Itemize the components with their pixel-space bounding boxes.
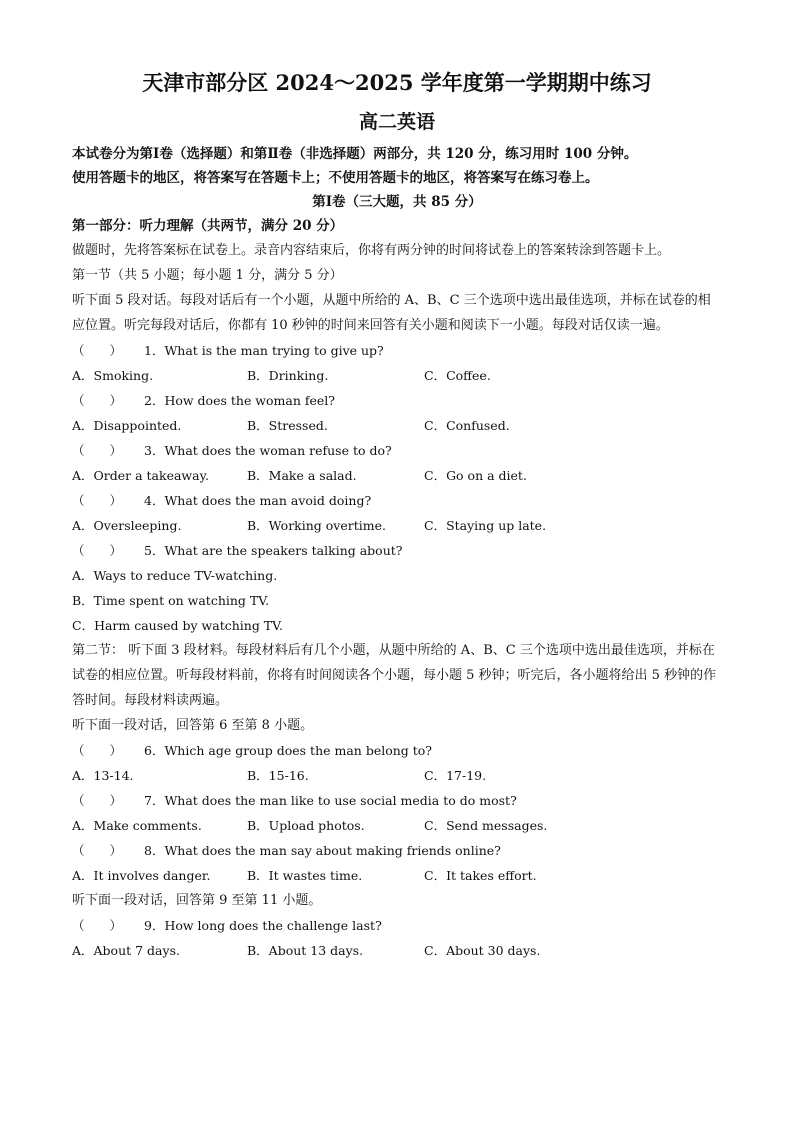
options-row xyxy=(72,413,722,438)
question-stem xyxy=(72,738,722,763)
option-c[interactable]: C．Harm caused by watching TV. xyxy=(72,618,283,633)
question-stem xyxy=(72,538,722,563)
options-row xyxy=(72,763,722,788)
question-text: 4．What does the man avoid doing? xyxy=(144,493,372,508)
answer-blank[interactable]: （ ） xyxy=(72,343,123,358)
option-c[interactable]: C．Send messages. xyxy=(424,818,548,833)
question-text: 5．What are the speakers talking about? xyxy=(144,543,403,558)
option-b[interactable]: B．It wastes time. xyxy=(247,868,363,883)
question-stem xyxy=(72,338,722,363)
exam-subtitle: 高二英语 xyxy=(358,111,435,133)
option-b[interactable]: B．Make a salad. xyxy=(247,468,357,483)
options-row xyxy=(72,813,722,838)
group-instruction: 听下面一段对话，回答第 9 至第 11 小题。 xyxy=(72,893,322,908)
option-b[interactable]: B．Upload photos. xyxy=(247,818,365,833)
option-a[interactable]: A．13-14. xyxy=(72,768,134,783)
option-c[interactable]: C．Staying up late. xyxy=(424,518,547,533)
option-b[interactable]: B．15-16. xyxy=(247,768,309,783)
section1-instructions: 听下面 5 段对话。每段对话后有一个小题，从题中所给的 A、B、C 三个选项中选出最佳选项，并标在试卷的相应位置。听完每段对话后，你都有 10 秒钟的时间来回答有关小题和阅读下一小题。每段对话仅读一遍。 xyxy=(72,293,711,333)
question-text: 9．How long does the challenge last? xyxy=(144,918,382,933)
options-row xyxy=(72,938,722,963)
answer-blank[interactable]: （ ） xyxy=(72,743,123,758)
answer-blank[interactable]: （ ） xyxy=(72,918,123,933)
question-stem xyxy=(72,488,722,513)
question-text: 2．How does the woman feel? xyxy=(144,393,335,408)
part1-instructions: 做题时，先将答案标在试卷上。录音内容结束后，你将有两分钟的时间将试卷上的答案转涂到答题卡上。 xyxy=(72,243,671,258)
answer-blank[interactable]: （ ） xyxy=(72,443,123,458)
option-b[interactable]: B．Time spent on watching TV. xyxy=(72,593,270,608)
exam-page xyxy=(72,62,722,963)
options-row xyxy=(72,463,722,488)
question-stem xyxy=(72,388,722,413)
option-a[interactable]: A．About 7 days. xyxy=(72,943,180,958)
answer-blank[interactable]: （ ） xyxy=(72,843,123,858)
question-text: 1．What is the man trying to give up? xyxy=(144,343,384,358)
answer-blank[interactable]: （ ） xyxy=(72,493,123,508)
option-c[interactable]: C．Go on a diet. xyxy=(424,468,527,483)
intro-line-2: 使用答题卡的地区，将答案写在答题卡上；不使用答题卡的地区，将答案写在练习卷上。 xyxy=(72,170,599,186)
option-a[interactable]: A．Make comments. xyxy=(72,818,202,833)
option-b[interactable]: B．Stressed. xyxy=(247,418,328,433)
options-row xyxy=(72,363,722,388)
answer-blank[interactable]: （ ） xyxy=(72,793,123,808)
option-a[interactable]: A．Order a takeaway. xyxy=(72,468,209,483)
option-a[interactable]: A．It involves danger. xyxy=(72,868,211,883)
question-text: 6．Which age group does the man belong to? xyxy=(144,743,433,758)
option-c[interactable]: C．17-19. xyxy=(424,768,487,783)
option-a[interactable]: A．Oversleeping. xyxy=(72,518,182,533)
answer-blank[interactable]: （ ） xyxy=(72,393,123,408)
option-c[interactable]: C．About 30 days. xyxy=(424,943,541,958)
option-c[interactable]: C．Confused. xyxy=(424,418,510,433)
part1-title: 第一部分：听力理解（共两节，满分 20 分） xyxy=(72,218,344,234)
option-b[interactable]: B．Working overtime. xyxy=(247,518,386,533)
options-row xyxy=(72,863,722,888)
question-stem xyxy=(72,788,722,813)
question-text: 8．What does the man say about making friends online? xyxy=(144,843,501,858)
option-c[interactable]: C．Coffee. xyxy=(424,368,491,383)
group-instruction: 听下面一段对话，回答第 6 至第 8 小题。 xyxy=(72,718,314,733)
question-stem xyxy=(72,913,722,938)
option-a[interactable]: A．Ways to reduce TV-watching. xyxy=(72,568,278,583)
question-stem xyxy=(72,838,722,863)
question-stem xyxy=(72,438,722,463)
section2-instructions: 第二节： 听下面 3 段材料。每段材料后有几个小题，从题中所给的 A、B、C 三个选项中选出最佳选项，并标在试卷的相应位置。听每段材料前，你将有时间阅读各个小题，每小题 5 秒钟；听完后，各小题将给出 5 秒钟的作答时间。每段材料读两遍。 xyxy=(72,643,717,708)
section1-title: 第一节（共 5 小题；每小题 1 分，满分 5 分） xyxy=(72,268,343,283)
intro-line-1: 本试卷分为第Ⅰ卷（选择题）和第Ⅱ卷（非选择题）两部分，共 120 分，练习用时 100 分钟。 xyxy=(72,146,638,162)
exam-title: 天津市部分区 2024～2025 学年度第一学期期中练习 xyxy=(142,70,652,95)
option-b[interactable]: B．Drinking. xyxy=(247,368,329,383)
question-text: 7．What does the man like to use social media to do most? xyxy=(144,793,517,808)
option-c[interactable]: C．It takes effort. xyxy=(424,868,537,883)
volume-title: 第Ⅰ卷（三大题，共 85 分） xyxy=(312,194,482,210)
option-b[interactable]: B．About 13 days. xyxy=(247,943,364,958)
option-a[interactable]: A．Smoking. xyxy=(72,368,154,383)
options-row xyxy=(72,513,722,538)
answer-blank[interactable]: （ ） xyxy=(72,543,123,558)
question-text: 3．What does the woman refuse to do? xyxy=(144,443,392,458)
option-a[interactable]: A．Disappointed. xyxy=(72,418,182,433)
